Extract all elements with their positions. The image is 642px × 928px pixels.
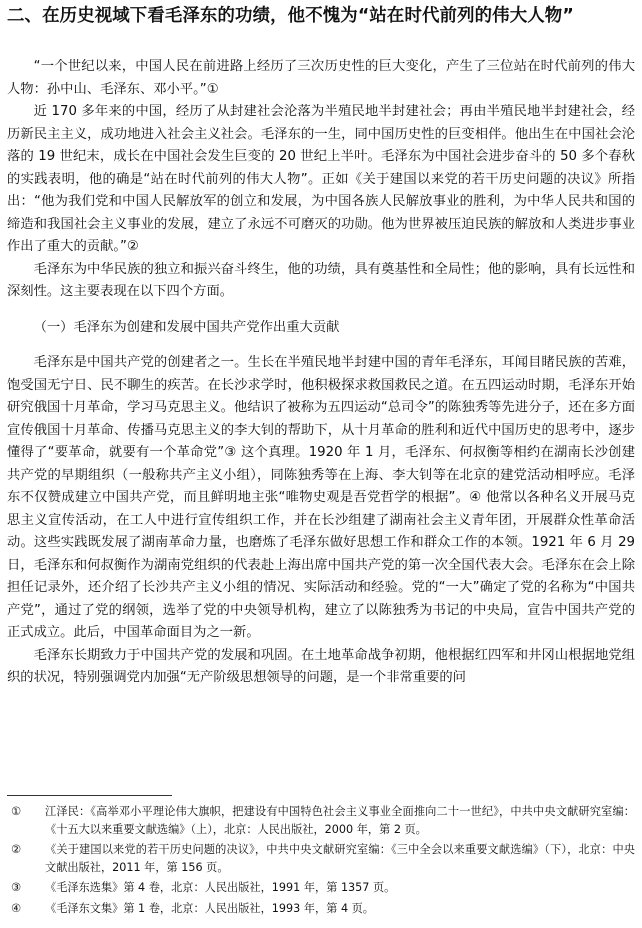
footnote-text: 《毛泽东文集》第 1 卷，北京：人民出版社，1993 年，第 4 页。 bbox=[45, 901, 374, 915]
footnote bbox=[7, 879, 635, 897]
paragraph-founding: 毛泽东是中国共产党的创建者之一。生长在半殖民地半封建中国的青年毛泽东，耳闻目睹民族的苦难，饱受国无宁日、民不聊生的疾苦。在长沙求学时，他积极探求救国救民之道。在五四运动时期，毛泽东开始研究俄国十月革命，学习马克思主义。他结识了被称为五四运动“总司令”的陈独秀等先进分子，还在多方面宣传俄国十月革命、传播马克思主义的李大钊的帮助下，从十月革命的胜利和近代中国历史的思考中，逐步懂得了“要革命，就要有一个革命党”③ 这个真理。1920 年 1 月，毛泽东、何叔衡等相约在湖南长沙创建共产党的早期组织（一般称共产主义小组），同陈独秀等在上海、李大钊等在北京的建党活动相呼应。毛泽东不仅赞成建立中国共产党，而且鲜明地主张“唯物史观是吾党哲学的根据”。④ 他常以各种名义开展马克思主义宣传活动，在工人中进行宣传组织工作，并在长沙组建了湖南社会主义青年团，开展群众性革命活动。这些实践既发展了湖南革命力量，也磨炼了毛泽东做好思想工作和群众工作的本领。1921 年 6 月 29 日，毛泽东和何叔衡作为湖南党组织的代表赴上海出席中国共产党的第一次全国代表大会。毛泽东在会上除担任记录外，还介绍了长沙共产主义小组的情况、实际活动和经验。党的“一大”确定了党的名称为“中国共产党”，通过了党的纲领，选举了党的中央领导机构，建立了以陈独秀为书记的中央局，宣告中国共产党的正式成立。此后，中国革命面目为之一新。 bbox=[7, 355, 635, 640]
footnote-divider bbox=[7, 795, 172, 796]
body-text bbox=[7, 56, 635, 690]
footnote bbox=[7, 803, 635, 838]
footnote-text: 《毛泽东选集》第 4 卷，北京：人民出版社，1991 年，第 1357 页。 bbox=[45, 881, 396, 895]
footnote-mark: ④ bbox=[11, 901, 22, 915]
footnote bbox=[7, 841, 635, 876]
footnote-mark: ① bbox=[11, 805, 22, 818]
paragraph-history: 近 170 多年来的中国，经历了从封建社会沦落为半殖民地半封建社会；再由半殖民地半封建社会，经历新民主主义，成功地进入社会主义社会。毛泽东的一生，同中国历史性的巨变相伴。他出生在中国社会沦落的 19 世纪末，成长在中国社会发生巨变的 20 世纪上半叶。毛泽东为中国社会进步奋斗的 50 多个春秋的实践表明，他的确是“站在时代前列的伟大人物”。正如《关于建国以来党的若干历史问题的决议》所指出：“他为我们党和中国人民解放军的创立和发展，为中国各族人民解放事业的胜利，为中华人民共和国的缔造和我国社会主义事业的发展，建立了永远不可磨灭的功勋。他为世界被压迫民族的解放和人类进步事业作出了重大的贡献。”② bbox=[7, 104, 635, 254]
section-heading: 二、在历史视域下看毛泽东的功绩，他不愧为“站在时代前列的伟大人物” bbox=[7, 6, 574, 26]
subsection-heading: （一）毛泽东为创建和发展中国共产党作出重大贡献 bbox=[33, 319, 340, 335]
footnote-text: 《关于建国以来党的若干历史问题的决议》，中共中央文献研究室编：《三中全会以来重要文献选编》（下），北京：中央文献出版社，2011 年，第 156 页。 bbox=[45, 843, 635, 874]
footnote bbox=[7, 900, 635, 918]
paragraph-quote: “一个世纪以来，中国人民在前进路上经历了三次历史性的巨大变化，产生了三位站在时代前列的伟大人物：孙中山、毛泽东、邓小平。”① bbox=[7, 59, 635, 97]
paragraph-consolidation: 毛泽东长期致力于中国共产党的发展和巩固。在土地革命战争初期，他根据红四军和井冈山根据地党组织的状况，特别强调党内加强“无产阶级思想领导的问题，是一个非常重要的问 bbox=[7, 647, 635, 685]
paragraph-summary: 毛泽东为中华民族的独立和振兴奋斗终生，他的功绩，具有奠基性和全局性；他的影响，具有长远性和深刻性。这主要表现在以下四个方面。 bbox=[7, 261, 635, 299]
footnote-text: 江泽民：《高举邓小平理论伟大旗帜，把建设有中国特色社会主义事业全面推向二十一世纪》，中共中央文献研究室编：《十五大以来重要文献选编》（上），北京：人民出版社，2000 年，第 2 页。 bbox=[45, 805, 635, 836]
footnote-mark: ③ bbox=[11, 881, 22, 895]
footnote-mark: ② bbox=[11, 843, 22, 857]
footnotes bbox=[7, 803, 635, 921]
